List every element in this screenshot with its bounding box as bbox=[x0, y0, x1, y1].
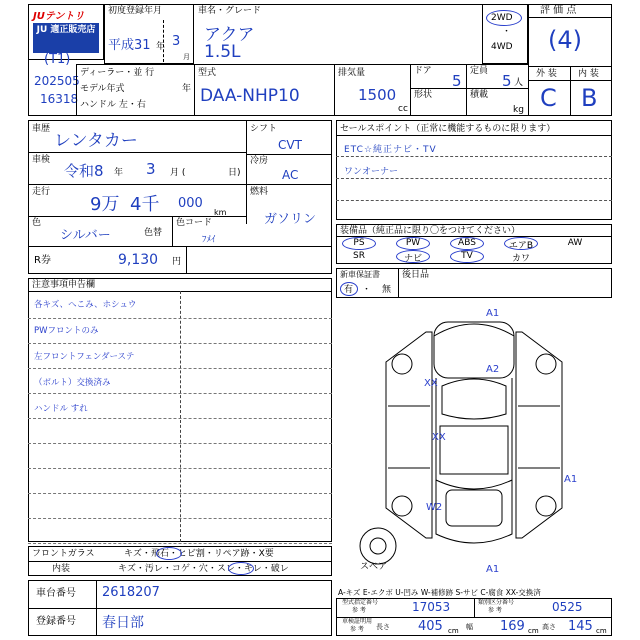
damage-front: A1 bbox=[486, 308, 500, 319]
dims-hei-unit: cm bbox=[596, 627, 607, 635]
equipment-item: カワ bbox=[511, 254, 530, 264]
notes-rule bbox=[28, 418, 332, 419]
glass-line bbox=[28, 561, 332, 562]
notes-rule bbox=[28, 443, 332, 444]
note-line: 各キズ、へこみ、ホシュウ bbox=[34, 300, 137, 310]
model-value: DAA-NHP10 bbox=[200, 86, 300, 106]
equipment-circle bbox=[504, 237, 538, 250]
car-damage-diagram bbox=[336, 302, 612, 582]
recycle-divider bbox=[186, 246, 187, 274]
equipment-item: TV bbox=[461, 251, 473, 261]
drive-2wd: 2WD bbox=[491, 13, 513, 23]
mileage-label: 走行 bbox=[32, 187, 51, 197]
shift-label: シフト bbox=[250, 124, 278, 134]
shift-line bbox=[246, 154, 332, 155]
chassis-divider bbox=[96, 580, 97, 636]
sales-point-2: ワンオーナー bbox=[344, 167, 399, 177]
dims-len: 405 bbox=[418, 619, 443, 634]
dims-len-unit: cm bbox=[448, 627, 459, 635]
history-hline-3 bbox=[28, 216, 246, 217]
windshield-circle bbox=[156, 547, 182, 560]
interior-label-row: 内装 bbox=[52, 564, 71, 574]
damage-right-rear: A1 bbox=[564, 474, 578, 485]
damage-left-front: XX bbox=[424, 378, 438, 389]
warranty-label: 新車保証書 bbox=[340, 270, 380, 279]
dims-wid-unit: cm bbox=[528, 627, 539, 635]
equipment-item: ナビ bbox=[403, 254, 422, 264]
reg-number-value: 春日部 bbox=[102, 615, 144, 631]
class-no-sub: 参 考 bbox=[488, 607, 502, 614]
aircon-line bbox=[246, 184, 332, 185]
inspection-month-unit: 月 ( bbox=[170, 168, 186, 178]
dims-hei: 145 bbox=[568, 619, 593, 634]
notes-rule bbox=[28, 368, 332, 369]
aircon-label: 冷房 bbox=[250, 156, 269, 166]
damage-hood: A2 bbox=[486, 364, 500, 375]
reg-number-label: 登録番号 bbox=[36, 616, 76, 627]
notes-rule bbox=[28, 318, 332, 319]
warranty-other: 無 bbox=[382, 285, 392, 295]
damage-rear: A1 bbox=[486, 564, 500, 575]
registration-year-unit: 年 bbox=[156, 42, 166, 52]
later-docs-label: 後日品 bbox=[402, 270, 430, 280]
equipment-item: PW bbox=[405, 238, 421, 248]
row2-top-line bbox=[76, 64, 528, 65]
shift-value: CVT bbox=[278, 138, 302, 152]
exterior-label: 外 装 bbox=[536, 69, 557, 79]
capacity-unit: 人 bbox=[514, 78, 524, 88]
color-label: 色 bbox=[32, 218, 42, 228]
color-code: ﾌﾒｲ bbox=[202, 235, 216, 245]
chassis-label: 車台番号 bbox=[36, 588, 76, 599]
equipment-item: PS bbox=[353, 238, 365, 248]
vehicle-label: 車名・グレード bbox=[198, 6, 262, 16]
chassis-value: 2618207 bbox=[102, 585, 160, 600]
load-unit: kg bbox=[513, 105, 524, 115]
inspection-month: 3 bbox=[146, 160, 156, 178]
note-line: （ボルト）交換済み bbox=[34, 378, 111, 388]
model-label: 型式 bbox=[198, 68, 217, 78]
drive-4wd: 4WD bbox=[491, 42, 513, 52]
history-vdivider bbox=[246, 120, 247, 224]
vehicle-grade: 1.5L bbox=[204, 42, 241, 62]
capacity-value: 5 bbox=[502, 72, 512, 90]
recycle-value: 9,130 bbox=[118, 252, 159, 268]
displacement-label: 排気量 bbox=[338, 68, 366, 78]
drive-dot: ・ bbox=[502, 27, 512, 37]
model-year-label: モデル年式 bbox=[80, 84, 125, 94]
sales-line-1 bbox=[336, 156, 612, 157]
registration-divider bbox=[163, 20, 164, 62]
interior-options: キズ・汚レ・コゲ・穴・スレ・キレ・破レ bbox=[118, 564, 289, 574]
type-spec-sub: 参 考 bbox=[352, 607, 366, 614]
notes-label: 注意事項申告欄 bbox=[32, 280, 96, 290]
interior-label: 内 装 bbox=[578, 69, 599, 79]
dims-wid: 169 bbox=[500, 619, 525, 634]
interior-grade: B bbox=[581, 84, 598, 112]
notes-rule bbox=[28, 468, 332, 469]
equipment-circle bbox=[396, 237, 430, 250]
fuel-label: 燃料 bbox=[250, 187, 269, 197]
mileage-unit: km bbox=[214, 208, 227, 217]
logo-badge bbox=[33, 23, 99, 53]
note-line: ハンドル すれ bbox=[34, 404, 88, 414]
equipment-label: 装備品（純正品に限り〇をつけてください） bbox=[340, 226, 521, 236]
dims-label: 車検証明用 bbox=[342, 618, 373, 625]
dims-wid-label: 幅 bbox=[466, 623, 473, 631]
inspection-label: 車検 bbox=[32, 155, 51, 165]
class-no-value: 0525 bbox=[552, 600, 583, 614]
shape-label: 形状 bbox=[414, 90, 433, 100]
history-value: レンタカー bbox=[54, 131, 138, 151]
header-number-1: 202505 bbox=[34, 74, 80, 88]
notes-rule bbox=[28, 493, 332, 494]
notes-rule bbox=[28, 393, 332, 394]
note-line: PWフロントのみ bbox=[34, 326, 99, 336]
model-year-unit: 年 bbox=[182, 84, 192, 94]
sales-line-0 bbox=[336, 135, 612, 136]
doors-value: 5 bbox=[452, 72, 462, 90]
displacement-value: 1500 bbox=[358, 86, 397, 104]
spare-label: スペア bbox=[360, 562, 388, 572]
doors-divider bbox=[410, 64, 411, 116]
type-spec-label: 型式指定番号 bbox=[342, 599, 379, 606]
model-divider bbox=[194, 64, 195, 116]
chassis-line bbox=[28, 608, 332, 609]
warranty-sep: ・ bbox=[362, 285, 372, 295]
notes-rule bbox=[28, 343, 332, 344]
equipment-circle bbox=[450, 250, 484, 263]
note-line: 左フロントフェンダーステ bbox=[34, 352, 135, 362]
rating-value: (4) bbox=[548, 26, 582, 54]
dims-hei-label: 高さ bbox=[542, 623, 556, 631]
type-spec-value: 17053 bbox=[412, 600, 451, 614]
equipment-circle bbox=[396, 250, 430, 263]
aircon-value: AC bbox=[282, 168, 299, 182]
mileage-man: 9万 bbox=[90, 194, 120, 215]
sales-points-label: セールスポイント（正常に機能するものに限ります） bbox=[340, 124, 556, 134]
windshield-options: キズ・飛石・ヒビ割・リペア跡・X要 bbox=[124, 549, 274, 559]
logo-subtext: JU 適正販売店 bbox=[36, 25, 96, 35]
warranty-divider bbox=[398, 268, 399, 298]
recycle-label: R券 bbox=[34, 255, 51, 266]
registration-month: 3 bbox=[172, 34, 181, 49]
mileage-sen: 4千 bbox=[130, 194, 160, 215]
sales-point-1: ETC☆純正ナビ・TV bbox=[344, 145, 437, 155]
damage-legend: A-キズ E-エクボ U-凹み W-補修跡 S-サビ C-腐食 XX-交換済 bbox=[338, 588, 541, 597]
history-hline-1 bbox=[28, 152, 246, 153]
rating-divider-4 bbox=[570, 66, 571, 116]
equipment-item: ABS bbox=[458, 238, 476, 248]
mileage-rest: 000 bbox=[178, 196, 203, 211]
displacement-divider bbox=[334, 64, 335, 116]
spec-line bbox=[336, 617, 612, 618]
notes-vline bbox=[180, 291, 181, 542]
color-code-label: 色コード bbox=[176, 218, 213, 228]
header-code: (T1) bbox=[44, 52, 71, 67]
dims-sub: 参 考 bbox=[350, 626, 364, 633]
interior-circle bbox=[228, 562, 254, 575]
header-number-2: 16318 bbox=[40, 92, 79, 106]
load-label: 積載 bbox=[470, 90, 489, 100]
registration-month-unit: 月 bbox=[183, 53, 190, 61]
warranty-value: 有 bbox=[344, 285, 354, 295]
fuel-value: ガソリン bbox=[264, 212, 317, 227]
logo-text: JUテントリ bbox=[33, 11, 85, 22]
color-divider bbox=[172, 216, 173, 246]
equipment-item: SR bbox=[353, 251, 365, 261]
windshield-label: フロントガラス bbox=[32, 549, 95, 559]
class-no-label: 類別区分番号 bbox=[478, 599, 515, 606]
notes-rule bbox=[28, 518, 332, 519]
color-change-label: 色替 bbox=[144, 228, 163, 238]
vehicle-name: アクア bbox=[204, 25, 255, 45]
row2-left-line bbox=[76, 64, 77, 116]
sales-line-3 bbox=[336, 200, 612, 201]
spec-divider bbox=[474, 598, 475, 617]
exterior-grade: C bbox=[540, 84, 557, 112]
damage-left-door: XX bbox=[432, 432, 446, 443]
capacity-label: 定員 bbox=[470, 66, 489, 76]
recycle-unit: 円 bbox=[172, 257, 182, 267]
dealer-label: ディーラー・並 行 bbox=[80, 68, 155, 78]
damage-left-rear: W2 bbox=[426, 502, 443, 513]
equipment-item: AW bbox=[567, 238, 583, 248]
history-label: 車歴 bbox=[32, 124, 51, 134]
displacement-unit: cc bbox=[398, 104, 408, 114]
equipment-circle bbox=[450, 237, 484, 250]
registration-label: 初度登録年月 bbox=[108, 6, 163, 16]
inspection-day-unit: 日) bbox=[228, 168, 241, 178]
color-value: シルバー bbox=[60, 228, 111, 243]
capacity-divider bbox=[466, 64, 467, 116]
recycle-line bbox=[28, 246, 332, 247]
rating-divider bbox=[528, 17, 612, 18]
inspection-year-unit: 年 bbox=[114, 168, 124, 178]
handle-label: ハンドル 左・右 bbox=[80, 100, 146, 110]
sales-line-2 bbox=[336, 178, 612, 179]
rating-label: 評 価 点 bbox=[540, 5, 577, 16]
doors-label: ドア bbox=[414, 66, 432, 76]
inspection-era: 令和8 bbox=[64, 162, 104, 180]
registration-era: 平成31 bbox=[108, 38, 151, 53]
dims-len-label: 長さ bbox=[376, 623, 390, 631]
equipment-item: エアB bbox=[508, 241, 534, 251]
equipment-circle bbox=[342, 237, 376, 250]
history-hline-2 bbox=[28, 184, 246, 185]
notes-rule bbox=[28, 543, 332, 544]
